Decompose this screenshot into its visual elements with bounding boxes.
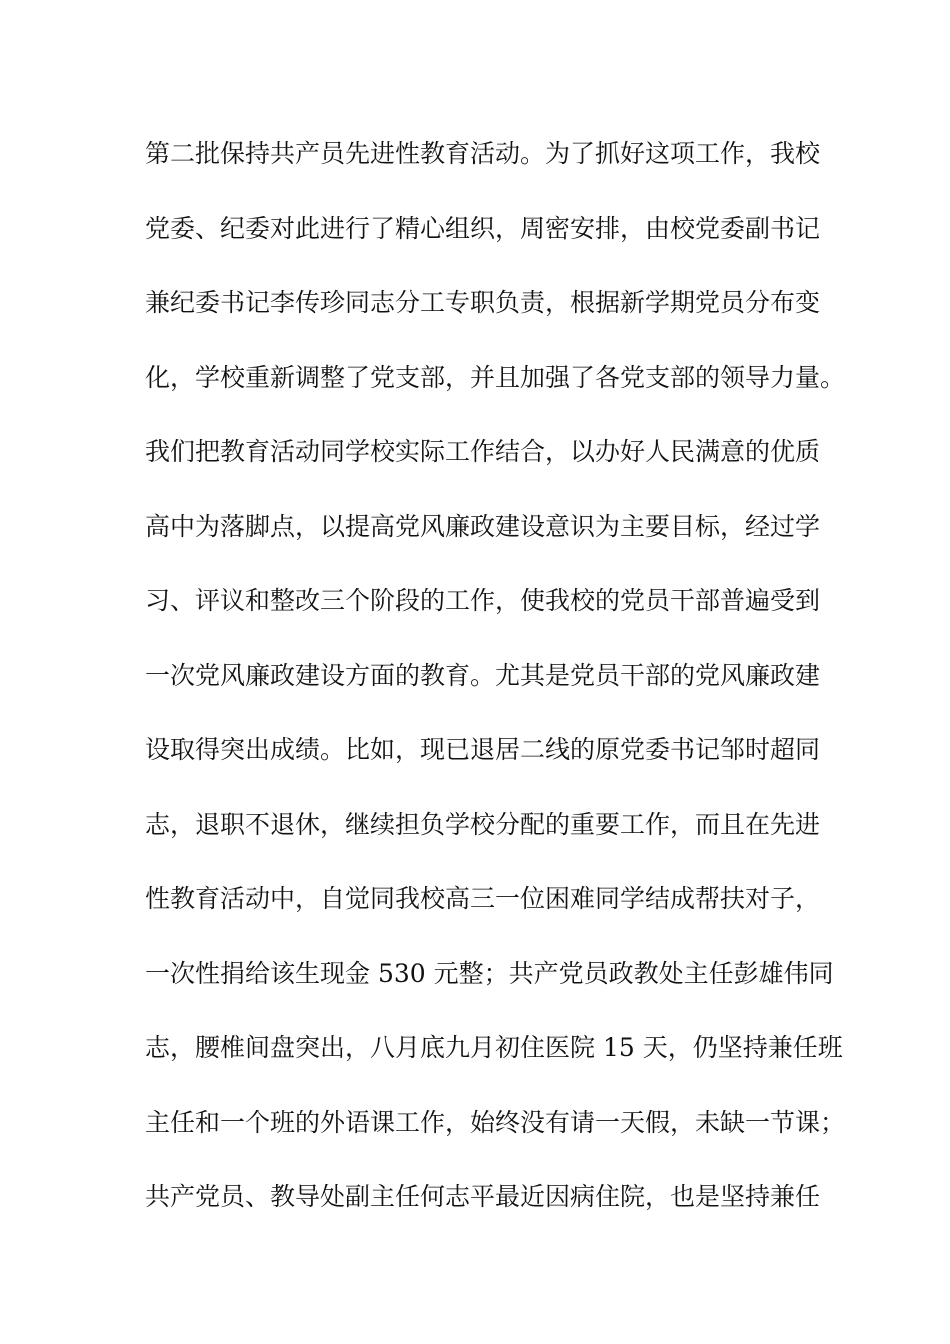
text-line: 志，退职不退休，继续担负学校分配的重要工作，而且在先进: [145, 809, 821, 839]
text-line: 高中为落脚点，以提高党风廉政建设意识为主要目标，经过学: [145, 511, 821, 541]
text-line: 设取得突出成绩。比如，现已退居二线的原党委书记邹时超同: [145, 735, 821, 764]
text-line: 我们把教育活动同学校实际工作结合，以办好人民满意的优质: [145, 437, 821, 466]
text-line: 党委、纪委对此进行了精心组织，周密安排，由校党委副书记: [145, 213, 821, 243]
text-line: 志，腰椎间盘突出，八月底九月初住医院 15 天，仍坚持兼任班: [145, 1033, 843, 1062]
text-line: 主任和一个班的外语课工作，始终没有请一天假，未缺一节课；: [145, 1107, 846, 1137]
text-line: 性教育活动中，自觉同我校高三一位困难同学结成帮扶对子，: [145, 884, 821, 913]
text-line: 共产党员、教导处副主任何志平最近因病住院，也是坚持兼任: [145, 1182, 821, 1211]
document-body: [145, 132, 845, 1250]
text-line: 兼纪委书记李传珍同志分工专职负责，根据新学期党员分布变: [145, 288, 821, 317]
text-line: 一次党风廉政建设方面的教育。尤其是党员干部的党风廉政建: [145, 660, 821, 690]
text-line: 习、评议和整改三个阶段的工作，使我校的党员干部普遍受到: [145, 586, 821, 615]
text-line: 一次性捐给该生现金 530 元整；共产党员政教处主任彭雄伟同: [145, 958, 834, 988]
text-line: 化，学校重新调整了党支部，并且加强了各党支部的领导力量。: [145, 362, 846, 392]
text-line: 第二批保持共产员先进性教育活动。为了抓好这项工作，我校: [145, 139, 821, 168]
